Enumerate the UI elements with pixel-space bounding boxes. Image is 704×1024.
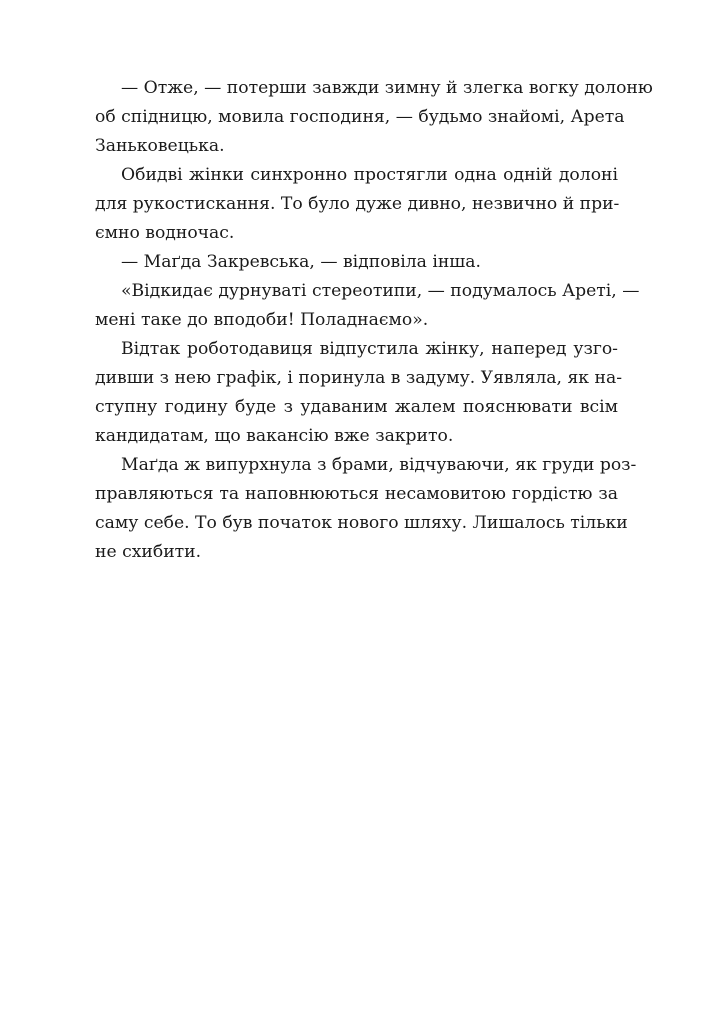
body-text [95, 74, 653, 567]
text-line: — Отже, — потерши завжди зимну й злегка вогку долоню [121, 78, 653, 98]
text-line: Обидві жінки синхронно простягли одна одній долоні [121, 165, 618, 185]
paragraph-handshake [95, 161, 618, 248]
text-line: мені таке до вподоби! Поладнаємо». [95, 310, 429, 330]
paragraph-thought [95, 277, 640, 335]
text-line: — Маґда Закревська, — відповіла інша. [121, 252, 481, 272]
text-line: Відтак роботодавиця відпустила жінку, наперед узго- [121, 339, 618, 359]
paragraph-employer [95, 335, 623, 451]
text-line: дивши з нею графік, і поринула в задуму. Уявляла, як на- [95, 368, 623, 388]
text-line: ємно водночас. [95, 223, 235, 243]
text-line: для рукостискання. То було дуже дивно, незвично й при- [95, 194, 620, 214]
paragraph-reply [95, 248, 618, 277]
text-line: кандидатам, що вакансію вже закрито. [95, 426, 454, 446]
text-line: ступну годину буде з удаваним жалем пояснювати всім [95, 397, 618, 417]
text-line: не схибити. [95, 542, 202, 562]
text-line: об спідницю, мовила господиня, — будьмо знайомі, Арета [95, 107, 625, 127]
text-line: саму себе. То був початок нового шляху. Лишалось тільки [95, 513, 628, 533]
text-line: Маґда ж випурхнула з брами, відчуваючи, як груди роз- [121, 455, 637, 475]
paragraph-magda-leaves [95, 451, 637, 567]
text-line: правляються та наповнюються несамовитою гордістю за [95, 484, 618, 504]
text-line: «Відкидає дурнуваті стереотипи, — подумалось Ареті, — [121, 281, 640, 301]
paragraph-introduction [95, 74, 653, 161]
text-line: Заньковецька. [95, 136, 225, 156]
